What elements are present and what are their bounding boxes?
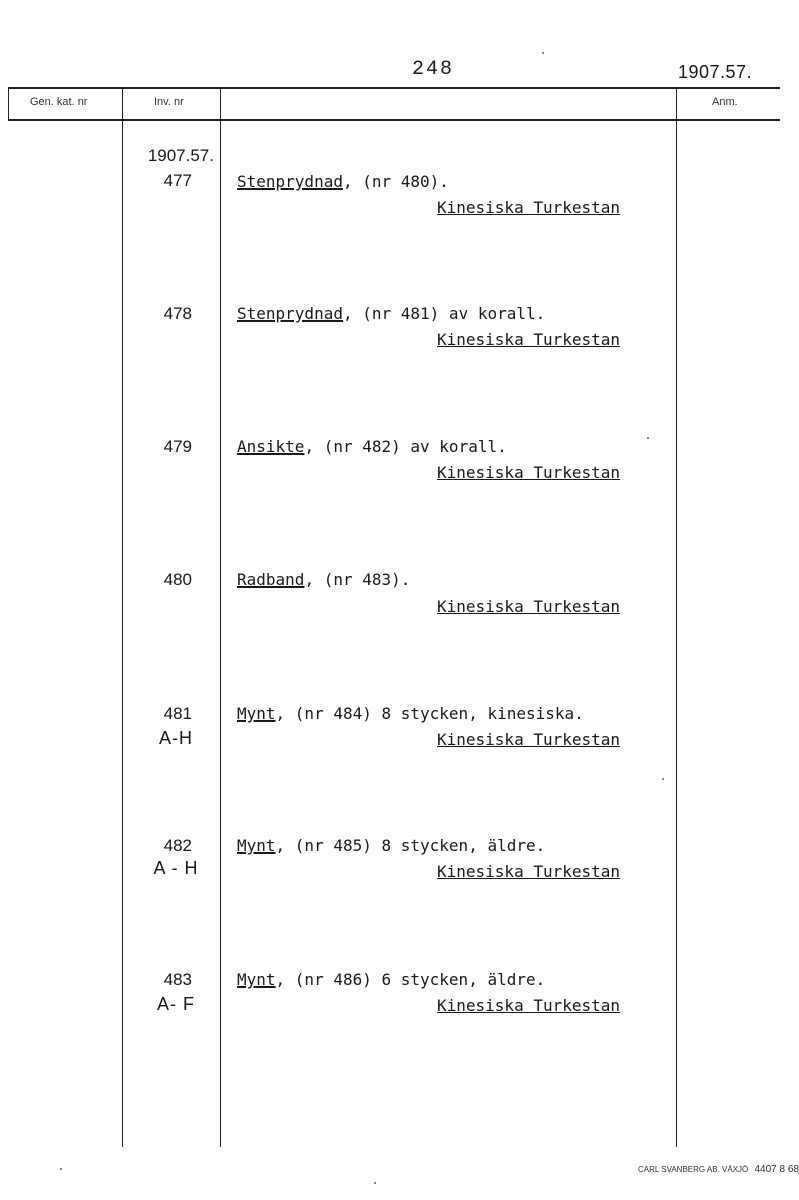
entry-details: , (nr 480). [342, 172, 449, 191]
inv-number: 482 [163, 836, 192, 855]
entry-description [237, 172, 449, 191]
entry-details: , (nr 485) 8 stycken, äldre. [275, 836, 546, 855]
entry-location: Kinesiska Turkestan [437, 862, 621, 881]
scan-speck [662, 778, 664, 780]
inv-number: 483 [163, 970, 192, 989]
scan-speck [374, 1182, 376, 1184]
column-header-anm: Anm. [712, 96, 738, 108]
entry-location: Kinesiska Turkestan [437, 597, 621, 616]
entry-details: , (nr 482) av korall. [304, 437, 507, 456]
entry-details: , (nr 486) 6 stycken, äldre. [275, 970, 546, 989]
entry-description [237, 304, 545, 323]
entry-description [237, 704, 584, 723]
entry-title: Ansikte [237, 437, 305, 456]
printer-name: CARL SVANBERG AB. VÄXJÖ [638, 1165, 749, 1174]
entry-location: Kinesiska Turkestan [437, 330, 621, 349]
inv-number: 479 [163, 437, 192, 456]
catalog-prefix: 1907.57. [147, 146, 214, 165]
column-divider-left-edge [8, 87, 9, 121]
entry-title: Radband [237, 570, 305, 589]
catalog-reference: 1907.57. [678, 62, 753, 82]
page-number: 248 [412, 58, 455, 81]
entry-location: Kinesiska Turkestan [437, 996, 621, 1015]
handwritten-subrange: A- F [157, 994, 195, 1014]
entry-details: , (nr 484) 8 stycken, kinesiska. [275, 704, 584, 723]
entry-title: Mynt [237, 970, 276, 989]
entry-location: Kinesiska Turkestan [437, 463, 621, 482]
entry-details: , (nr 483). [304, 570, 411, 589]
inv-number: 480 [163, 570, 192, 589]
entry-description [237, 570, 410, 589]
entry-description [237, 836, 545, 855]
column-header-inv: Inv. nr [154, 96, 184, 108]
header-top-rule [8, 87, 780, 89]
entry-location: Kinesiska Turkestan [437, 730, 621, 749]
entry-title: Mynt [237, 836, 276, 855]
handwritten-subrange: A - H [153, 858, 199, 878]
entry-title: Stenprydnad [237, 172, 343, 191]
column-divider-2 [220, 87, 221, 1147]
entry-description [237, 970, 545, 989]
handwritten-subrange: A-H [159, 728, 193, 748]
printer-code: 4407 8 68 [754, 1164, 799, 1175]
entry-title: Mynt [237, 704, 276, 723]
entry-location: Kinesiska Turkestan [437, 198, 621, 217]
header-bottom-rule [8, 119, 780, 121]
inv-number: 477 [163, 171, 192, 190]
scan-speck [542, 52, 544, 54]
scan-speck [60, 1168, 62, 1170]
inv-number: 478 [163, 304, 192, 323]
inv-number: 481 [163, 704, 192, 723]
entry-details: , (nr 481) av korall. [342, 304, 546, 323]
printer-mark [638, 1164, 799, 1175]
entry-title: Stenprydnad [237, 304, 343, 323]
column-header-gen-kat: Gen. kat. nr [30, 96, 88, 108]
entry-description [237, 437, 507, 456]
column-divider-3 [676, 87, 677, 1147]
scan-speck [647, 437, 649, 439]
